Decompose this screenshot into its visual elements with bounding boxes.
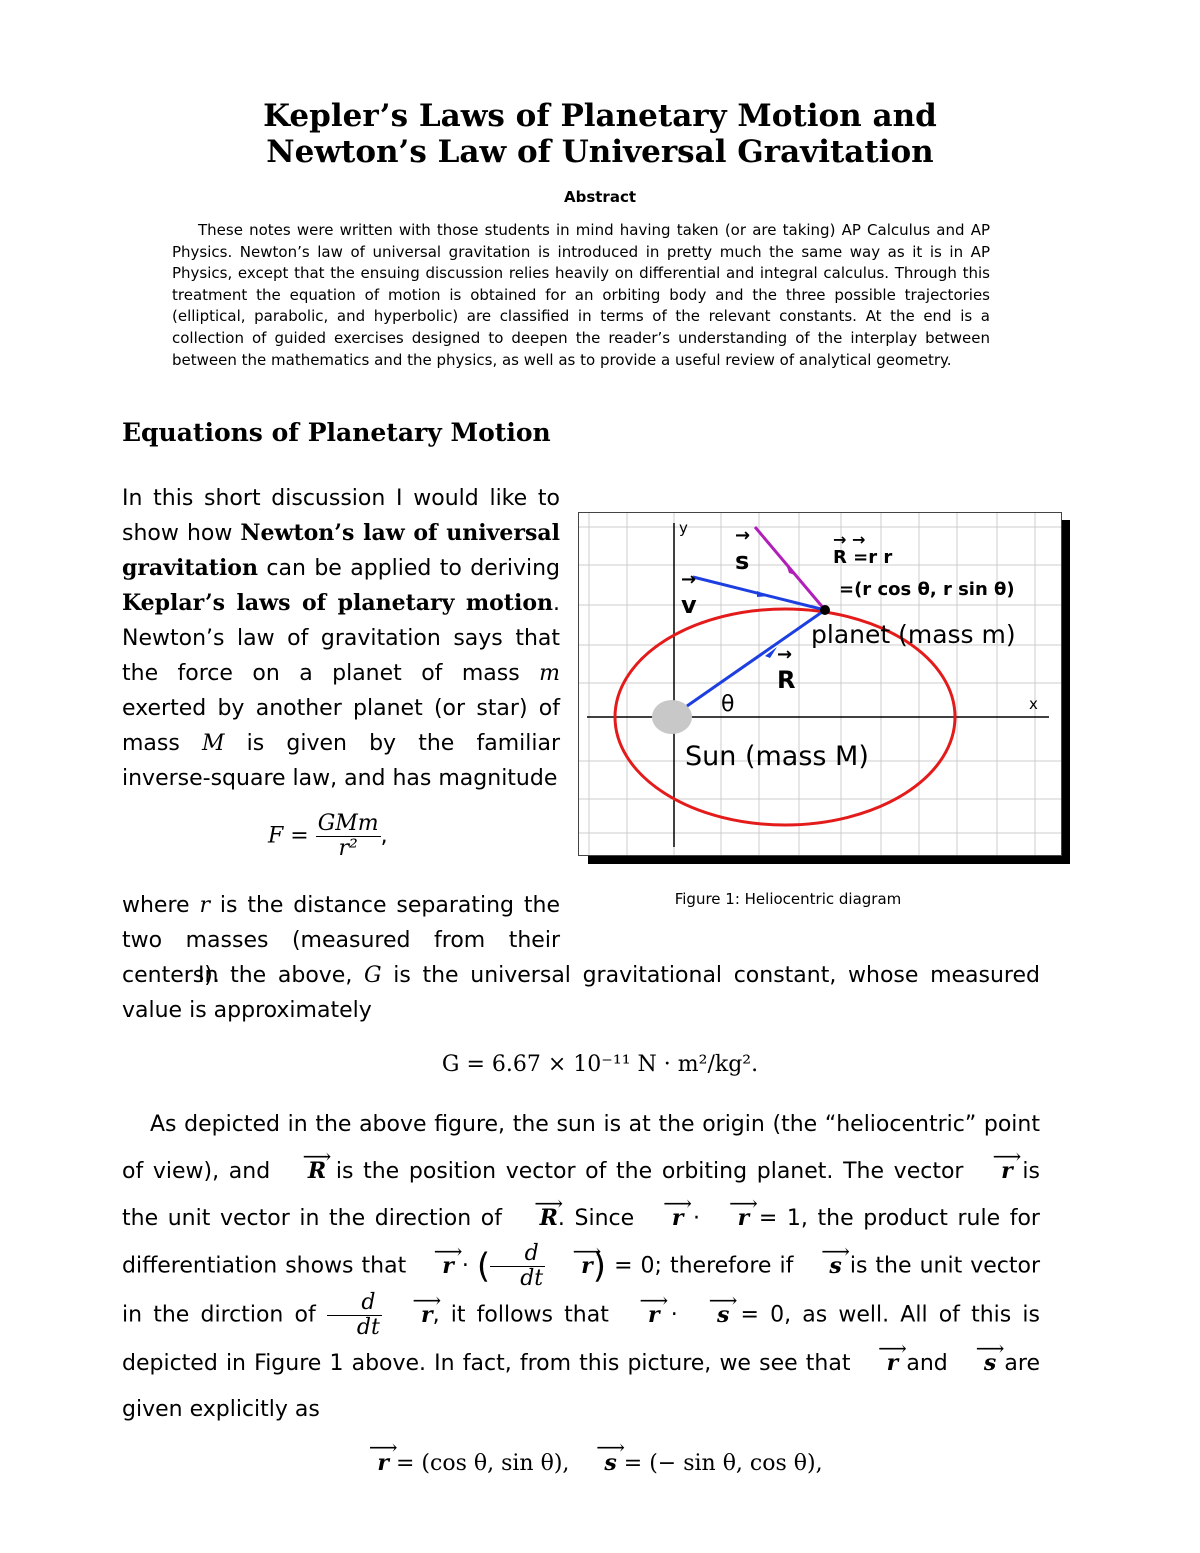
vector-R: ⟶ R — [280, 1148, 326, 1194]
vector-r: ⟶ r — [393, 1292, 433, 1338]
label-s: s — [735, 547, 750, 575]
para1-mid3: exerted by another planet (or star) of mass — [122, 696, 560, 756]
position-vector-R — [687, 610, 825, 706]
vector-r: ⟶ r — [620, 1292, 660, 1338]
label-R-arrow-2: → — [777, 644, 793, 665]
title-line-1: Kepler’s Laws of Planetary Motion and — [263, 98, 937, 134]
heliocentric-figure — [578, 512, 1062, 856]
vector-s: ⟶ s — [956, 1340, 996, 1386]
heliocentric-diagram — [579, 513, 1061, 855]
derivative-numerator: d — [327, 1291, 382, 1316]
para2-p4: is the universal gravitational constant, whose measured value is approximately — [122, 963, 1040, 1023]
label-v: v — [681, 591, 697, 619]
grid-lines — [579, 513, 1061, 855]
para2-p2: is the distance separating the two masses (measured from their centers). — [122, 893, 560, 988]
force-formula — [268, 812, 388, 861]
para1-mid1: can be applied to deriving — [257, 556, 560, 581]
para3-g: is the unit vector in the dirction of — [122, 1253, 1041, 1328]
unit-vector-formula — [0, 1450, 1200, 1476]
gravitational-constant-formula: G = 6.67 × 10⁻¹¹ N · m²/kg². — [441, 1052, 759, 1077]
force-lhs: F = — [268, 823, 309, 849]
unit-vector-s — [755, 527, 825, 610]
label-v-arrow: → — [681, 569, 697, 590]
vector-s: ⟶ s — [801, 1243, 841, 1289]
para3-e: = 1, the product rule for differentiation shows that — [122, 1206, 1040, 1279]
para3-a: As depicted in the above figure, the sun is at the origin (the “heliocentric” point of view), and — [122, 1112, 1040, 1184]
para1-tail: is given by the familiar inverse-square law, and has magnitude — [122, 731, 560, 791]
abstract-heading: Abstract — [563, 188, 637, 206]
title-line-2: Newton’s Law of Universal Gravitation — [266, 134, 934, 170]
paragraph-unit-vectors: As depicted in the above figure, the sun is at the origin (the “heliocentric” point of view), and ⟶ R is the position vector of the orbiting planet. The vector ⟶ r is the unit vector in the direction of ⟶ R. Since ⟶ r · ⟶ r = 1, the product rule for differentiation shows that ⟶ r · ( $\frac{d}{dt}$ ⟶ r) = 0; therefore if ⟶ s is the unit vector in the dirction of $\frac{d}{dt}$ ⟶ r, it follows that ⟶ r · ⟶ s = 0, as well. All of this is depicted in Figure 1 above. In fact, from this picture, we see that ⟶ r and ⟶ s are given explicitly as — [122, 1102, 1040, 1433]
vector-r: ⟶ r — [553, 1243, 593, 1289]
section-heading: Equations of Planetary Motion — [122, 418, 551, 447]
label-planet: planet (mass m) — [811, 620, 1016, 649]
label-coordinates: =(r cos θ, r sin θ) — [839, 579, 1015, 600]
derivative-denominator: dt — [356, 1315, 380, 1340]
dot-operator: · — [683, 1206, 710, 1231]
label-sun: Sun (mass M) — [685, 741, 869, 772]
para3-i: = 0, as well. All of this is depicted in Figure 1 above. In fact, from this picture, we see that — [122, 1302, 1040, 1376]
force-denominator: r² — [338, 836, 358, 861]
v-arrow-icon — [757, 591, 769, 597]
derivative-numerator: d — [490, 1242, 545, 1267]
para3-f: = 0; therefore if — [606, 1253, 802, 1279]
para3-k: are given explicitly as — [122, 1351, 1041, 1422]
vector-r: ⟶ r — [644, 1195, 684, 1241]
var-G: G — [364, 963, 382, 988]
var-M: M — [201, 731, 225, 756]
para3-b: is the position vector of the orbiting planet. The vector — [326, 1159, 974, 1184]
para3-c: is the unit vector in the direction of — [122, 1159, 1041, 1231]
derivative-denominator: dt — [520, 1266, 544, 1291]
dot-operator: · — [659, 1302, 689, 1328]
vector-s: ⟶ s — [604, 1450, 616, 1476]
paragraph-G-definition — [122, 958, 1040, 1028]
paragraph-intro — [122, 481, 560, 796]
sun-icon — [652, 700, 692, 734]
figure-caption: Figure 1: Heliocentric diagram — [674, 890, 902, 908]
para3-d: . Since — [557, 1206, 644, 1231]
para3-j: and — [898, 1351, 956, 1376]
label-R: R — [777, 666, 796, 694]
vector-r: ⟶ r — [414, 1243, 454, 1289]
vector-s: ⟶ s — [689, 1292, 729, 1338]
para2-p1: where — [122, 893, 200, 918]
var-r: r — [199, 893, 210, 918]
para3-h: , it follows that — [432, 1302, 621, 1328]
para1-mid2: . Newton’s law of gravitation says that the force on a planet of mass — [122, 591, 560, 686]
vector-r: ⟶ r — [973, 1148, 1013, 1194]
label-s-arrow: → — [735, 525, 751, 546]
vector-r: ⟶ r — [710, 1195, 750, 1241]
force-numerator: GMm — [317, 811, 379, 836]
label-theta: θ — [721, 692, 735, 717]
label-R-arrow: → → — [833, 530, 866, 549]
vector-r: ⟶ r — [377, 1450, 389, 1476]
label-R-equals: R =r r — [833, 547, 893, 568]
para1-lead: In this short discussion I would like to show how — [122, 486, 560, 546]
force-comma: , — [380, 823, 388, 849]
var-m: m — [539, 661, 560, 686]
kepler-law-phrase: Keplar’s laws of planetary motion — [122, 590, 553, 616]
para2-p3: In the above, — [198, 963, 364, 988]
abstract-text: These notes were written with those students in mind having taken (or are taking) AP Calculus and AP Physics. Newton’s law of universal gravitation is introduced in pretty much the same way as it is in AP Physics, except that the ensuing discussion relies heavily on differential and integral calculus. Through this treatment the equation of motion is obtained for an orbiting body and the three possible trajectories (elliptical, parabolic, and hyperbolic) are classified in terms of the relevant constants. At the end is a collection of guided exercises designed to deepen the reader’s understanding of the interplay between between the mathematics and the physics, as well as to provide a useful review of analytical geometry. — [172, 221, 990, 369]
vector-R: ⟶ R — [512, 1195, 558, 1241]
x-axis-label: x — [1029, 695, 1038, 713]
newton-law-phrase: Newton’s law of universal gravitation — [122, 520, 560, 581]
s-components: = (− sin θ, cos θ), — [623, 1451, 823, 1476]
y-axis-label: y — [679, 519, 688, 537]
dot-operator: · — [453, 1253, 477, 1279]
vector-r: ⟶ r — [859, 1340, 899, 1386]
r-components: = (cos θ, sin θ), — [396, 1451, 605, 1476]
planet-dot — [820, 605, 830, 615]
